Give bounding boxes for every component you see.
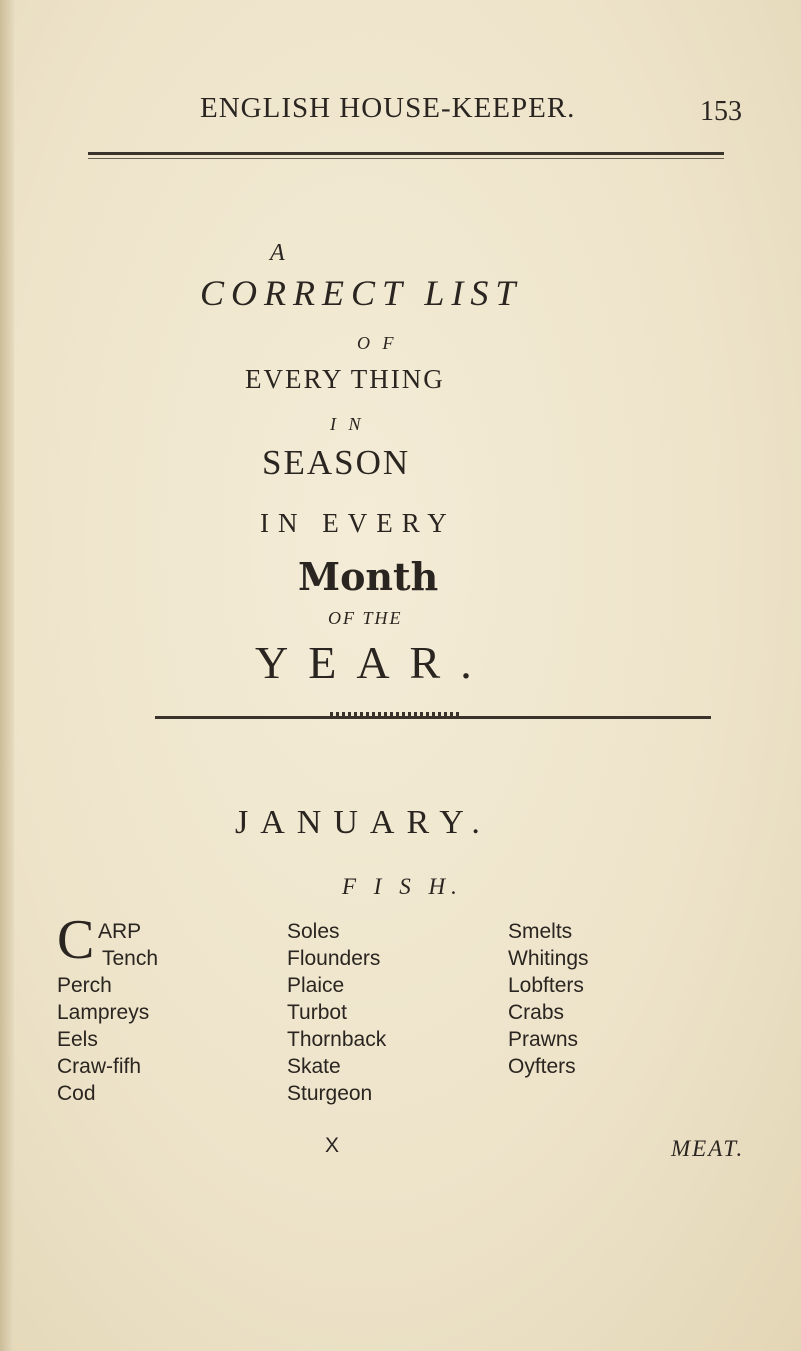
list-item: Soles [287,920,340,943]
list-item: Crabs [508,1001,565,1024]
list-item: Smelts [508,920,573,943]
top-rule-thin [88,158,724,159]
fish-list-col2 [287,918,386,1107]
title-of: O F [357,333,398,353]
month-heading: JANUARY. [235,804,492,841]
title-of-the: OF THE [328,608,403,628]
title-in-every: IN EVERY [260,508,456,538]
list-item: Sturgeon [287,1082,373,1105]
list-item: Prawns [508,1028,579,1051]
list-item: Oyfters [508,1055,576,1078]
list-item: ARP [98,920,142,943]
fish-list-col1-first [98,918,141,945]
category-heading: F I S H. [342,874,463,899]
list-item: Turbot [287,1001,347,1024]
running-title: ENGLISH HOUSE-KEEPER. [200,92,576,124]
list-item: Perch [57,974,112,997]
page-number: 153 [700,96,742,127]
top-rule [88,152,724,155]
title-correct-list: CORRECT LIST [200,273,523,313]
title-line-a: A [270,240,285,266]
title-every-thing: EVERY THING [245,364,445,394]
list-item: Skate [287,1055,341,1078]
list-item: Tench [102,947,159,970]
list-item: Thornback [287,1028,387,1051]
list-item: Whitings [508,947,589,970]
fish-list-col1-second [102,945,158,972]
title-month-blackletter: Month [298,554,439,599]
drop-cap: C [57,909,95,971]
page-edge [0,0,14,1351]
catchword: MEAT. [671,1136,745,1161]
fish-list-col1 [57,972,149,1107]
signature-mark: X [325,1134,340,1157]
title-season: SEASON [262,443,411,482]
list-item: Cod [57,1082,96,1105]
list-item: Lampreys [57,1001,150,1024]
ornamental-rule-center [330,712,460,719]
list-item: Eels [57,1028,98,1051]
list-item: Flounders [287,947,381,970]
fish-list-col3 [508,918,589,1080]
list-item: Lobfters [508,974,584,997]
list-item: Craw-fifh [57,1055,142,1078]
title-in: I N [330,414,365,434]
list-item: Plaice [287,974,345,997]
title-year: YEAR. [255,637,492,688]
